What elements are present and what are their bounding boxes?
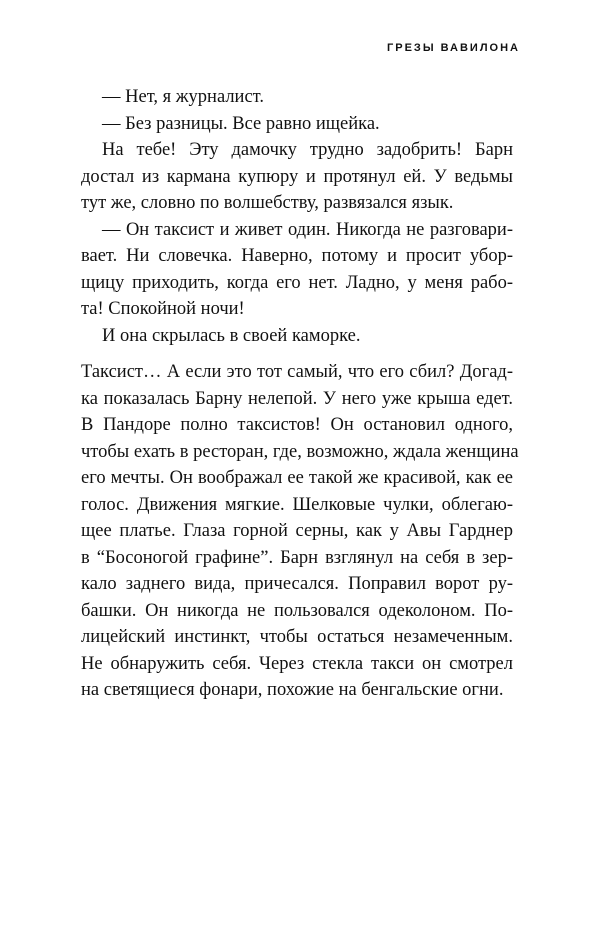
- text-line: та! Спокойной ночи!: [81, 299, 245, 319]
- text-line: его мечты. Он воображал ее такой же красивой, как ее: [81, 468, 513, 488]
- text-line: тут же, словно по волшебству, развязался язык.: [81, 193, 454, 213]
- text-line: лицейский инстинкт, чтобы остаться незамеченным.: [81, 627, 513, 647]
- text-line: вает. Ни словечка. Наверно, потому и просит убор-: [81, 246, 513, 266]
- dialogue-line: — Нет, я журналист.: [102, 87, 264, 107]
- text-line: кало заднего вида, причесался. Поправил ворот ру-: [81, 574, 513, 594]
- narration-line: И она скрылась в своей каморке.: [102, 325, 361, 346]
- text-line: в “Босоногой графине”. Барн взглянул на себя в зер-: [81, 547, 513, 568]
- narration-paragraph: [81, 359, 519, 704]
- text-line: В Пандоре полно таксистов! Он остановил одного,: [81, 415, 513, 435]
- running-head: ГРЕЗЫ ВАВИЛОНА: [387, 42, 520, 54]
- text-line: ка показалась Барну нелепой. У него уже крыша едет.: [81, 388, 513, 409]
- dialogue-scene: [81, 84, 513, 349]
- narration-paragraph: [81, 137, 513, 217]
- dialogue-line: — Без разницы. Все равно ищейка.: [102, 113, 380, 134]
- text-line: На тебе! Эту дамочку трудно задобрить! Барн: [102, 140, 513, 160]
- text-line: щицу приходить, когда его нет. Ладно, у меня рабо-: [81, 272, 513, 293]
- text-line: щее платье. Глаза горной серны, как у Авы Гарднер: [81, 521, 513, 541]
- text-line: чтобы ехать в ресторан, где, возможно, ждала женщина: [81, 441, 519, 462]
- text-line: на светящиеся фонари, похожие на бенгальские огни.: [81, 680, 504, 700]
- dialogue-paragraph: [81, 217, 513, 323]
- text-line: достал из кармана купюру и протянул ей. У ведьмы: [81, 166, 513, 187]
- narration-scene: [81, 359, 519, 704]
- text-line: Таксист… А если это тот самый, что его сбил? Догад-: [81, 362, 513, 382]
- text-line: голос. Движения мягкие. Шелковые чулки, облегаю-: [81, 494, 513, 515]
- text-line: Не обнаружить себя. Через стекла такси он смотрел: [81, 653, 513, 674]
- text-line: башки. Он никогда не пользовался одеколоном. По-: [81, 600, 513, 621]
- text-line: — Он таксист и живет один. Никогда не разговари-: [102, 219, 513, 240]
